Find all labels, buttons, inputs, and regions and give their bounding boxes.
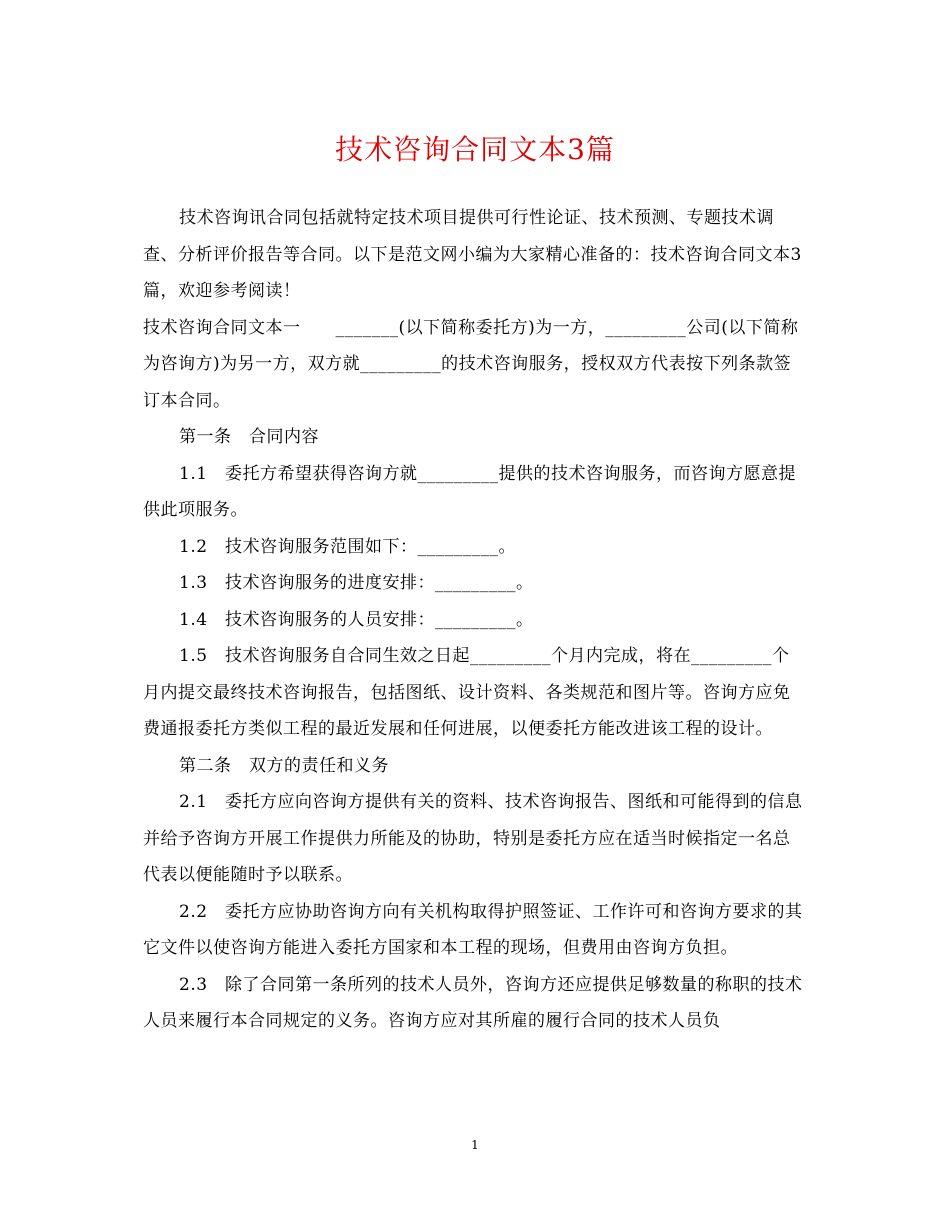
document-title: 技术咨询合同文本3篇 xyxy=(335,133,615,166)
contract-preamble-paragraph: 技术咨询合同文本一 _______(以下简称委托方)为一方，_________公司(以下简称为咨询方)为另一方，双方就_________的技术咨询服务，授权双方代表按下列条款签订本合同。 xyxy=(143,317,799,411)
intro-paragraph: 技术咨询讯合同包括就特定技术项目提供可行性论证、技术预测、专题技术调查、分析评价报告等合同。以下是范文网小编为大家精心准备的：技术咨询合同文本3篇，欢迎参考阅读！ xyxy=(143,208,802,301)
clause-paragraph: 1.5 技术咨询服务自合同生效之日起_________个月内完成，将在_________个月内提交最终技术咨询报告，包括图纸、设计资料、各类规范和图片等。咨询方应免费通报委托方类似工程的最近发展和任何进展，以便委托方能改进该工程的设计。 xyxy=(143,646,791,739)
clause-paragraph: 1.2 技术咨询服务范围如下：_________。 xyxy=(179,536,517,557)
clause-paragraph: 2.2 委托方应协助咨询方向有关机构取得护照签证、工作许可和咨询方要求的其它文件以使咨询方能进入委托方国家和本工程的现场，但费用由咨询方负担。 xyxy=(143,901,803,958)
page-number: 1 xyxy=(471,1138,479,1152)
document-body xyxy=(143,200,807,1040)
clause-paragraph: 1.1 委托方希望获得咨询方就_________提供的技术咨询服务，而咨询方愿意提供此项服务。 xyxy=(143,463,797,520)
article-heading: 第一条 合同内容 xyxy=(179,427,319,447)
clause-paragraph: 2.1 委托方应向咨询方提供有关的资料、技术咨询报告、图纸和可能得到的信息并给予咨询方开展工作提供力所能及的协助，特别是委托方应在适当时候指定一名总代表以便能随时予以联系。 xyxy=(143,792,803,885)
clause-paragraph: 1.3 技术咨询服务的进度安排：_________。 xyxy=(179,573,534,593)
clause-paragraph: 2.3 除了合同第一条所列的技术人员外，咨询方还应提供足够数量的称职的技术人员来履行本合同规定的义务。咨询方应对其所雇的履行合同的技术人员负 xyxy=(143,974,803,1031)
clause-paragraph: 1.4 技术咨询服务的人员安排：_________。 xyxy=(179,609,534,630)
article-heading: 第二条 双方的责任和义务 xyxy=(179,755,389,776)
